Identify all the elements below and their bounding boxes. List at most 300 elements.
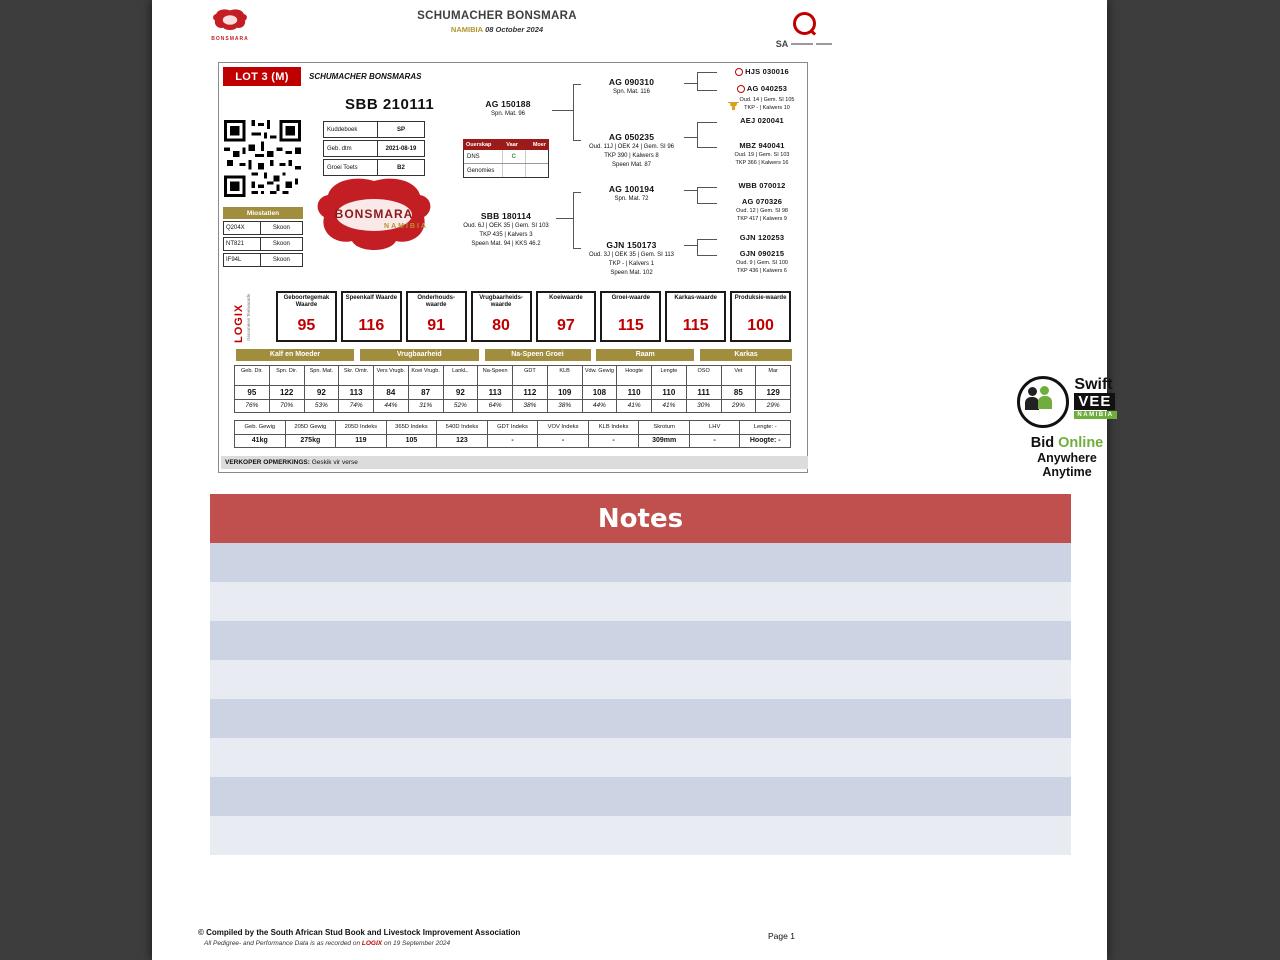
metric-label: Skr. Omtr. — [339, 366, 373, 386]
index-label: 205D Indeks — [336, 421, 386, 435]
lot-badge: LOT 3 (M) — [223, 67, 301, 86]
metric-value: 87 — [409, 386, 443, 400]
pedigree-connector — [573, 192, 574, 249]
ancestor-line: TKP - | Kalwers 10 — [744, 105, 790, 111]
metric-accuracy: 52% — [453, 402, 467, 409]
value-box — [276, 291, 337, 342]
value-number: 91 — [427, 317, 446, 334]
dam-line: TKP 435 | Kalvers 3 — [479, 232, 533, 238]
ancestor-line: TKP - | Kalvers 1 — [608, 261, 655, 267]
pedigree-connector — [684, 245, 697, 246]
pedigree-dam — [456, 211, 556, 249]
pedigree-connector — [573, 84, 581, 85]
logix-caption: Genomiese Teelwaarde — [246, 293, 251, 341]
pedigree-connector — [573, 140, 581, 141]
ouerskap-row-label: Genomies — [467, 167, 495, 174]
metric-value: 92 — [305, 386, 339, 400]
metric-value: 113 — [339, 386, 373, 400]
dam-id: SBB 180114 — [480, 211, 532, 221]
metrics-table — [234, 365, 791, 413]
index-label: Geb. Gewig — [235, 421, 285, 435]
value-box — [471, 291, 532, 342]
page-title: SCHUMACHER BONSMARA — [417, 10, 577, 22]
dam-line: Oud. 6J | OEK 35 | Gem. SI 103 — [463, 223, 549, 229]
metric-accuracy: 44% — [384, 402, 398, 409]
metric-value: 84 — [374, 386, 408, 400]
metric-column — [408, 365, 444, 413]
seller-remarks-text: Geskik vir verse — [311, 459, 358, 466]
index-cell — [689, 420, 741, 448]
ancestor-id: WBB 070012 — [738, 181, 786, 190]
metric-label: LankL. — [444, 366, 478, 386]
bonsmara-namibia-logo — [314, 175, 434, 257]
pedigree-connector — [697, 187, 698, 204]
metric-label: Mar — [756, 366, 790, 386]
pedigree-connector — [573, 248, 581, 249]
info-row — [323, 121, 425, 138]
ouerskap-col-moer: Moer — [532, 141, 546, 148]
miostatien-row — [223, 253, 303, 267]
ancestor-line: Oud. 12 | Gem. SI 98 — [736, 208, 788, 214]
ancestor-line: Oud. 11J | OEK 24 | Gem. SI 96 — [588, 144, 675, 150]
index-cell — [386, 420, 438, 448]
metric-column — [304, 365, 340, 413]
metric-column — [547, 365, 583, 413]
ouerskap-row-value: C — [502, 150, 525, 163]
ouerskap-title: Ouerskap — [466, 141, 492, 148]
person-icon — [1040, 386, 1049, 395]
pedigree-connector — [697, 239, 717, 240]
metric-accuracy: 38% — [558, 402, 572, 409]
animal-info-table — [323, 121, 425, 178]
ancestor-id-text: AG 040253 — [746, 84, 788, 93]
ancestor-line: TKP 436 | Kalwers 6 — [737, 268, 787, 274]
metric-column — [477, 365, 513, 413]
person-icon — [1025, 397, 1039, 410]
value-label: Groei-waarde — [611, 295, 650, 301]
pedigree-node — [717, 116, 807, 126]
pedigree-connector — [556, 218, 573, 219]
miostatien-code: NT821 — [224, 238, 261, 250]
miostatien-header: Miostatien — [223, 207, 303, 219]
pedigree-connector — [697, 187, 717, 188]
metric-column — [373, 365, 409, 413]
index-label: 540D Indeks — [437, 421, 487, 435]
ouerskap-row-label: DNS — [467, 153, 480, 160]
ancestor-line: Spn. Mat. 116 — [613, 89, 650, 95]
breeding-values-row — [276, 291, 791, 342]
metric-value: 112 — [513, 386, 547, 400]
pedigree-connector — [697, 122, 717, 123]
index-cell — [285, 420, 337, 448]
index-value: Hoogte: - — [749, 437, 781, 444]
ouerskap-row — [464, 163, 548, 177]
info-row — [323, 159, 425, 176]
value-label: Onderhouds-waarde — [417, 295, 456, 308]
ancestor-id: MBZ 940041 — [739, 141, 785, 150]
breeder-name: SCHUMACHER BONSMARAS — [309, 72, 422, 81]
group-header: Raam — [596, 349, 694, 361]
swiftvee-tagline-anytime: Anytime — [1042, 465, 1092, 479]
ouerskap-row-spacer — [525, 164, 548, 177]
bonsmara-logo-text: BONSMARA — [211, 36, 249, 42]
value-box — [341, 291, 402, 342]
ancestor-line: TKP 366 | Kalwers 16 — [735, 160, 789, 166]
index-label: VOV Indeks — [538, 421, 588, 435]
trophy-icon — [730, 102, 737, 107]
pedigree-connector — [573, 84, 574, 141]
miostatien-status: Skoon — [272, 241, 290, 247]
metric-accuracy: 29% — [766, 402, 780, 409]
ancestor-line: TKP 417 | Kalwers 9 — [737, 216, 787, 222]
notes-title: Notes — [210, 494, 1071, 543]
notes-row — [210, 699, 1071, 738]
center-logo-brand: BONSMARA — [334, 207, 414, 221]
index-label: 205D Gewig — [286, 421, 336, 435]
value-number: 116 — [358, 317, 385, 334]
index-cell — [739, 420, 791, 448]
ancestor-id: AG 050235 — [608, 132, 655, 142]
index-label: Skrotum — [639, 421, 689, 435]
info-value: 2021-08-19 — [385, 145, 417, 152]
pedigree-node — [579, 77, 684, 97]
animal-id: SBB 210111 — [345, 96, 435, 113]
metric-accuracy: 29% — [731, 402, 745, 409]
metric-value: 110 — [652, 386, 686, 400]
value-label: Speenkalf Waarde — [345, 295, 398, 301]
pedigree-node — [579, 132, 684, 170]
swiftvee-brand-namibia: NAMIBIA — [1074, 411, 1116, 419]
sa-studbook-logo — [772, 12, 836, 52]
swiftvee-brand-swift: Swift — [1074, 376, 1113, 393]
metric-accuracy: 38% — [523, 402, 537, 409]
ancestor-id: AG 100194 — [608, 184, 655, 194]
value-label: Geboortegemak Waarde — [283, 295, 330, 308]
value-box — [406, 291, 467, 342]
group-header: Kalf en Moeder — [236, 349, 354, 361]
pedigree-node — [717, 181, 807, 191]
seller-remarks — [221, 456, 808, 469]
notes-section — [210, 494, 1071, 855]
value-label: Koeiwaarde — [549, 295, 583, 301]
notes-row — [210, 582, 1071, 621]
index-cell — [487, 420, 539, 448]
index-label: 365D Indeks — [387, 421, 437, 435]
ouerskap-col-vaar: Vaar — [506, 141, 518, 148]
ancestor-id: AEJ 020041 — [740, 116, 784, 125]
pedigree-connector — [573, 192, 581, 193]
miostatien-code: IF94L — [224, 254, 261, 266]
value-box — [536, 291, 597, 342]
metric-accuracy: 31% — [419, 402, 433, 409]
metric-label: Hoogte — [617, 366, 651, 386]
value-number: 100 — [747, 317, 774, 334]
metric-group-bars — [236, 349, 792, 361]
value-label: Vrugbaarheids-waarde — [479, 295, 523, 308]
qr-code — [224, 120, 301, 197]
metric-accuracy: 30% — [697, 402, 711, 409]
notes-row — [210, 621, 1071, 660]
sire-id: AG 150188 — [485, 99, 531, 109]
metric-column — [686, 365, 722, 413]
pedigree-connector — [684, 83, 697, 84]
ancestor-line: Oud. 19 | Gem. SI 103 — [734, 152, 790, 158]
metric-value: 95 — [235, 386, 269, 400]
ouerskap-body — [463, 150, 549, 178]
notes-row — [210, 543, 1071, 582]
ancestor-id: AG 070326 — [741, 197, 783, 206]
footer-disclaimer-text: All Pedigree- and Performance Data is as recorded on — [204, 940, 361, 947]
value-box — [730, 291, 791, 342]
value-number: 115 — [682, 317, 709, 334]
ouerskap-row-value — [502, 164, 525, 177]
pedigree-sire — [465, 99, 551, 119]
index-label: GDT Indeks — [488, 421, 538, 435]
index-value: 275kg — [300, 437, 321, 444]
index-value: - — [561, 437, 565, 444]
ouerskap-row — [464, 150, 548, 163]
metric-column — [269, 365, 305, 413]
index-value: - — [612, 437, 615, 444]
value-number: 115 — [617, 317, 644, 334]
pedigree-node — [717, 67, 807, 77]
ancestor-id: GJN 120253 — [739, 233, 785, 242]
metric-column — [721, 365, 757, 413]
metric-column — [651, 365, 687, 413]
ancestor-line: Oud. 3J | OEK 35 | Gem. SI 113 — [588, 252, 675, 258]
index-cell — [436, 420, 488, 448]
ancestor-id — [717, 84, 807, 94]
pedigree-connector — [697, 255, 717, 256]
ancestor-line: Oud. 14 | Gem. SI 105 — [739, 97, 795, 103]
studbook-mark-icon — [737, 85, 745, 93]
ancestor-line: TKP 390 | Kalwers 8 — [604, 153, 659, 159]
pedigree-connector — [697, 72, 717, 73]
info-label: Geb. dtm — [324, 141, 378, 156]
info-value: B2 — [397, 164, 405, 171]
index-value: - — [713, 437, 716, 444]
metric-value: 108 — [583, 386, 617, 400]
pedigree-connector — [697, 203, 717, 204]
ancestor-id: AG 090310 — [608, 77, 655, 87]
metric-value: 129 — [756, 386, 790, 400]
swiftvee-logo — [982, 376, 1152, 428]
pedigree-node — [717, 233, 807, 243]
metric-accuracy: 64% — [488, 402, 502, 409]
pedigree-connector — [684, 137, 697, 138]
footer-logix: LOGIX — [361, 940, 383, 947]
index-value: 41kg — [251, 437, 268, 444]
metric-label: Vet — [722, 366, 756, 386]
pedigree-connector — [697, 122, 698, 148]
miostatien-rows — [223, 221, 303, 267]
catalog-page — [152, 0, 1114, 960]
metric-column — [338, 365, 374, 413]
index-value: 119 — [355, 437, 367, 444]
index-label: KLB Indeks — [589, 421, 639, 435]
pedigree-node — [717, 249, 807, 275]
miostatien-status: Skoon — [272, 225, 290, 231]
metric-accuracy: 41% — [627, 402, 641, 409]
metric-label: Vers Vrugb. — [374, 366, 408, 386]
metric-value: 92 — [444, 386, 478, 400]
group-header: Karkas — [700, 349, 792, 361]
ancestor-id-text: HJS 030016 — [745, 67, 789, 76]
seller-remarks-label: VERKOPER OPMERKINGS: — [225, 459, 310, 466]
studbook-mark-icon — [735, 68, 743, 76]
metric-label: Koei Vrugb. — [409, 366, 443, 386]
footer-copyright: © Compiled by the South African Stud Book and Livestock Improvement Association — [198, 928, 521, 937]
index-cell — [335, 420, 387, 448]
ancestor-id: GJN 090215 — [739, 249, 785, 258]
sa-logo-textline — [791, 43, 813, 46]
pedigree-connector — [697, 90, 717, 91]
index-cell — [588, 420, 640, 448]
pedigree-connector — [697, 239, 698, 256]
metric-label: OSO — [687, 366, 721, 386]
pedigree-node — [717, 197, 807, 223]
person-icon — [1038, 396, 1052, 409]
index-value: 123 — [456, 437, 468, 444]
index-value: 309mm — [652, 437, 677, 444]
pedigree-connector — [697, 72, 698, 91]
subtitle-date: 08 October 2024 — [485, 25, 544, 34]
ancestor-line: Oud. 9 | Gem. SI 100 — [736, 260, 788, 266]
metric-accuracy: 76% — [245, 402, 259, 409]
pedigree-node — [717, 141, 807, 167]
notes-row — [210, 738, 1071, 777]
metric-label: Vdw. Gewig — [583, 366, 617, 386]
ancestor-line: Spn. Mat. 72 — [614, 196, 649, 202]
ancestor-award-row — [717, 96, 807, 112]
index-cell — [537, 420, 589, 448]
index-value: - — [511, 437, 514, 444]
pedigree-node — [579, 184, 684, 204]
dam-line: Speen Mat. 94 | KKS 46.2 — [471, 241, 541, 247]
metric-value: 111 — [687, 386, 721, 400]
sa-ring-icon — [793, 12, 816, 35]
metric-accuracy: 44% — [592, 402, 606, 409]
metric-value: 85 — [722, 386, 756, 400]
notes-row — [210, 660, 1071, 699]
info-label: Groei Toets — [324, 160, 378, 175]
ouerskap-row-spacer — [525, 150, 548, 163]
metric-value: 109 — [548, 386, 582, 400]
page-subtitle — [342, 25, 652, 34]
tagline-online: Online — [1058, 435, 1104, 451]
sire-line: Spn. Mat. 96 — [490, 111, 526, 117]
info-value: SP — [396, 126, 405, 133]
value-number: 97 — [557, 317, 575, 334]
ancestor-id: GJN 150173 — [606, 240, 657, 250]
index-label: Lengte: - — [740, 421, 790, 435]
miostatien-status: Skoon — [272, 257, 290, 263]
page-number: Page 1 — [768, 931, 795, 941]
swiftvee-brand-vee: VEE — [1074, 393, 1115, 410]
metric-value: 110 — [617, 386, 651, 400]
metric-label: Geb. Dir. — [235, 366, 269, 386]
sa-logo-textline — [816, 43, 832, 46]
metric-column — [616, 365, 652, 413]
metric-accuracy: 53% — [314, 402, 328, 409]
index-table — [234, 420, 791, 448]
center-logo-country: NAMIBIA — [384, 223, 428, 230]
notes-rows — [210, 543, 1071, 855]
tagline-bid: Bid — [1030, 435, 1055, 451]
swiftvee-tagline-anywhere: Anywhere — [1037, 451, 1097, 465]
ouerskap-header — [463, 139, 549, 150]
metric-label: KLB — [548, 366, 582, 386]
value-number: 95 — [297, 317, 316, 334]
metric-accuracy: 41% — [662, 402, 676, 409]
miostatien-table — [223, 207, 303, 269]
footer-disclaimer — [204, 940, 450, 947]
metric-label: Lengte — [652, 366, 686, 386]
ancestor-id — [717, 67, 807, 77]
info-label: Kuddeboek — [324, 122, 378, 137]
metric-label: Na-Speen — [478, 366, 512, 386]
metric-value: 113 — [478, 386, 512, 400]
value-label: Karkas-waarde — [674, 295, 718, 301]
index-cell — [638, 420, 690, 448]
value-box — [665, 291, 726, 342]
miostatien-row — [223, 237, 303, 251]
swiftvee-tagline — [982, 435, 1152, 451]
miostatien-code: Q204X — [224, 222, 261, 234]
lot-card — [218, 62, 808, 473]
group-header: Vrugbaarheid — [360, 349, 479, 361]
bonsmara-cow-icon — [212, 8, 248, 32]
metric-label: Spn. Mat. — [305, 366, 339, 386]
metric-column — [512, 365, 548, 413]
subtitle-country: NAMIBIA — [450, 25, 484, 34]
ouerskap-table — [463, 139, 549, 178]
miostatien-row — [223, 221, 303, 235]
pedigree-node — [579, 240, 684, 278]
bonsmara-logo — [198, 8, 262, 44]
metric-label: GDT — [513, 366, 547, 386]
footer-disclaimer-text: on 19 September 2024 — [383, 940, 451, 947]
metric-accuracy: 74% — [349, 402, 363, 409]
pedigree-connector — [684, 190, 697, 191]
sa-logo-text: SA — [775, 39, 789, 50]
notes-row — [210, 777, 1071, 816]
group-header: Na-Speen Groei — [485, 349, 591, 361]
pedigree-node — [717, 84, 807, 112]
metric-column — [755, 365, 791, 413]
pedigree-connector — [697, 147, 717, 148]
metric-column — [582, 365, 618, 413]
metric-value: 122 — [270, 386, 304, 400]
person-icon — [1028, 387, 1037, 396]
ancestor-line: Speen Mat. 102 — [610, 270, 653, 276]
swiftvee-ad — [982, 376, 1152, 479]
metric-label: Spn. Dir. — [270, 366, 304, 386]
index-label: LHV — [690, 421, 740, 435]
value-box — [600, 291, 661, 342]
index-value: 105 — [405, 437, 418, 444]
value-label: Produksie-waarde — [734, 295, 787, 301]
logix-block — [233, 289, 255, 343]
metric-accuracy: 70% — [280, 402, 294, 409]
value-number: 80 — [492, 317, 510, 334]
ancestor-line: Speen Mat. 87 — [611, 162, 652, 168]
info-row — [323, 140, 425, 157]
logix-brand: LOGIX — [233, 303, 245, 343]
pedigree-connector — [552, 110, 573, 111]
metric-column — [234, 365, 270, 413]
swiftvee-circle-icon — [1017, 376, 1069, 428]
